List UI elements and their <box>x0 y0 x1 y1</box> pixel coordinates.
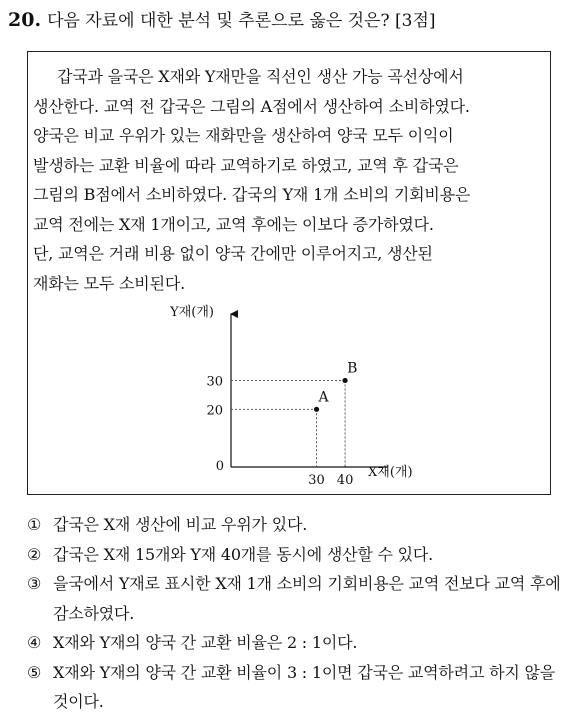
question-stem <box>8 6 574 35</box>
choice-marker: ④ <box>27 633 42 652</box>
choice-1[interactable] <box>27 510 572 540</box>
choice-3[interactable] <box>27 569 572 628</box>
choice-marker: ⑤ <box>27 662 42 682</box>
passage-line: 양국은 비교 우위가 있는 재화만을 생산하여 양국 모두 이익이 <box>33 126 454 145</box>
passage-line: 그림의 B점에서 소비하였다. 갑국의 Y재 1개 소비의 기회비용은 <box>33 185 471 204</box>
answer-choices <box>27 510 572 717</box>
choice-text: X재와 Y재의 양국 간 교환 비율이 3 : 1이면 갑국은 교역하려고 하지 않을 것이다. <box>53 662 555 711</box>
choice-5[interactable] <box>27 658 572 717</box>
y-tick-label: 20 <box>206 403 223 419</box>
choice-text: 갑국은 X재 생산에 비교 우위가 있다. <box>53 515 308 534</box>
passage-line: 재화는 모두 소비된다. <box>33 273 185 293</box>
choice-4[interactable] <box>27 628 572 658</box>
origin-label: 0 <box>215 459 224 474</box>
choice-text: 을국에서 Y재로 표시한 X재 1개 소비의 기회비용은 교역 전보다 교역 후에 감소하였다. <box>53 574 561 623</box>
x-tick-label: 30 <box>308 473 325 488</box>
y-tick-label: 30 <box>206 374 223 390</box>
passage-line: 생산한다. 교역 전 갑국은 그림의 A점에서 생산하여 소비하였다. <box>33 96 470 116</box>
question-number: 20. <box>8 9 42 31</box>
passage-line: 교역 전에는 X재 1개이고, 교역 후에는 이보다 증가하였다. <box>33 214 434 234</box>
question-text: 다음 자료에 대한 분석 및 추론으로 옳은 것은? [3점] <box>47 11 436 31</box>
choice-text: X재와 Y재의 양국 간 교환 비율은 2 : 1이다. <box>53 633 358 652</box>
choice-marker: ③ <box>27 574 42 593</box>
choice-text: 갑국은 X재 15개와 Y재 40개를 동시에 생산할 수 있다. <box>53 544 434 564</box>
choice-2[interactable] <box>27 540 572 570</box>
point-a <box>314 407 319 412</box>
x-tick-label: 40 <box>336 473 354 488</box>
point-label-b: B <box>347 360 358 377</box>
data-box <box>27 51 551 495</box>
passage-line: 갑국과 을국은 X재와 Y재만을 직선인 생산 가능 곡선상에서 <box>57 67 464 86</box>
point-label-a: A <box>318 389 329 406</box>
ppf-chart <box>28 52 550 494</box>
y-axis-label: Y재(개) <box>170 305 214 320</box>
choice-marker: ① <box>27 515 42 534</box>
point-b <box>342 378 347 383</box>
passage-line: 발생하는 교환 비율에 따라 교역하기로 하였고, 교역 후 갑국은 <box>33 155 459 175</box>
passage-line: 단, 교역은 거래 비용 없이 양국 간에만 이루어지고, 생산된 <box>33 244 433 263</box>
x-axis-label: X재(개) <box>368 465 413 480</box>
choice-marker: ② <box>27 544 42 564</box>
